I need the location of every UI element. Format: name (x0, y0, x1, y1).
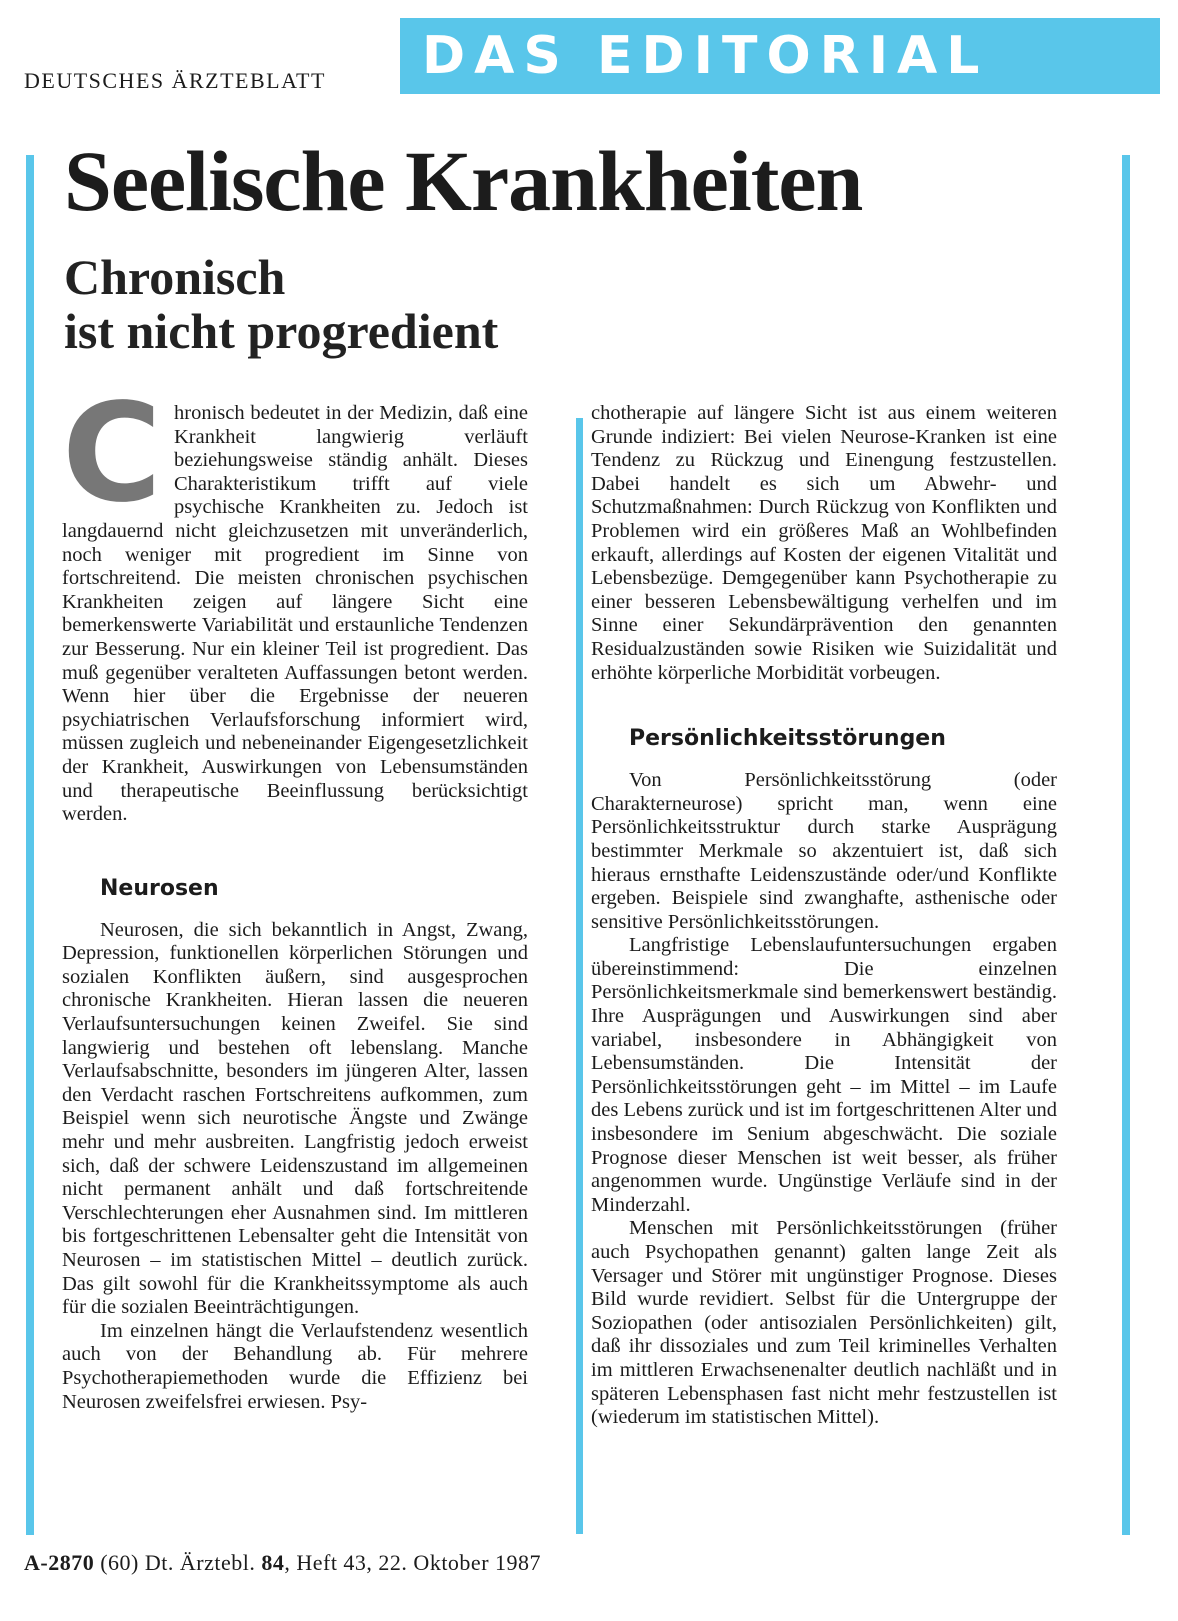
page-footer (24, 1550, 541, 1576)
journal-abbrev: Dt. Ärztebl. (144, 1550, 256, 1575)
subtitle-line-2: ist nicht progredient (64, 303, 499, 359)
drop-cap: C (62, 375, 162, 533)
intro-paragraph (62, 375, 528, 827)
heading-neurosen: Neurosen (100, 875, 219, 901)
persoenlichkeit-paragraph-3: Menschen mit Persönlichkeitsstörungen (früher auch Psychopathen genannt) galten lange Zeit als Versager und Störer mit ungünstiger Prognose. Dieses Bild wurde revidiert. Selbst für die Untergruppe der Soziopathen (oder antisozialen Persönlichkeiten) gilt, daß ihr dissoziales und zum Teil kriminelles Verhalten im mittleren Erwachsenenalter deutlich nachläßt und in späteren Lebensphasen fast nicht mehr festzustellen ist (wiederum im statistischen Mittel). (591, 1217, 1057, 1429)
persoenlichkeit-paragraph-1: Von Persönlichkeitsstörung (oder Charakterneurose) spricht man, wenn eine Persönlichkeitsstruktur durch starke Ausprägung bestimmter Merkmale so akzentuiert ist, daß sich hieraus ernsthafte Leidenszustände oder/und Konflikte ergeben. Beispiele sind zwanghafte, asthenische oder sensitive Persönlichkeitsstörungen. (591, 769, 1057, 933)
intro-text: hronisch bedeutet in der Medizin, daß eine Krankheit langwierig verläuft beziehungsweise ständig anhält. Dieses Charakteristikum trifft auf viele psychische Krankheiten zu. Jedoch ist langdauernd nicht gleichzusetzen mit unveränderlich, noch weniger mit progredient im Sinne von fortschreitend. Die meisten chronischen psychischen Krankheiten zeigen auf längere Sicht eine bemerkenswerte Variabilität und erstaunliche Tendenzen zur Besserung. Nur ein kleiner Teil ist progredient. Das muß gegenüber veralteten Auffassungen betont werden. Wenn hier über die Ergebnisse der neueren psychiatrischen Verlaufsforschung informiert wird, müssen zugleich und nebeneinander Eigengesetzlichkeit der Krankheit, Auswirkungen von Lebensumständen und therapeutische Beeinflussung berücksichtigt werden. (62, 402, 528, 826)
heading-persoenlichkeitsstoerungen: Persönlichkeitsstörungen (629, 726, 946, 752)
section-label: DAS EDITORIAL (422, 26, 989, 86)
article-subtitle (64, 250, 498, 358)
left-accent-rule (26, 155, 34, 1535)
column-divider-rule (576, 418, 583, 1534)
page-code: A-2870 (24, 1550, 95, 1575)
neurosen-paragraph-2 (62, 1320, 528, 1414)
persoenlichkeit-paragraph-2: Langfristige Lebenslaufuntersuchungen ergaben übereinstimmend: Die einzelnen Persönlichkeitsmerkmale sind bemerkenswert beständig. Ihre Ausprägungen und Auswirkungen sind aber variabel, insbesondere in Abhängigkeit von Lebensumständen. Die Intensität der Persönlichkeitsstörungen geht – im Mittel – im Laufe des Lebens zurück und ist im fortgeschrittenen Alter und insbesondere im Senium abgeschwächt. Die soziale Prognose dieser Menschen ist weit besser, als früher angenommen wurde. Ungünstige Verläufe sind in der Minderzahl. (591, 934, 1057, 1216)
issue-date: , Heft 43, 22. Oktober 1987 (284, 1550, 542, 1575)
journal-volume: 84 (261, 1550, 285, 1575)
right-accent-rule (1122, 155, 1130, 1535)
article-column-right (591, 402, 1057, 1430)
subtitle-line-1: Chronisch (64, 249, 286, 305)
neurosen-paragraph-1: Neurosen, die sich bekanntlich in Angst, Zwang, Depression, funktionellen körperlichen Störungen und sozialen Konflikten äußern, sind ausgesprochen chronische Krankheiten. Hieran lassen die neueren Verlaufsuntersuchungen keinen Zweifel. Sie sind langwierig und bestehen oft lebenslang. Manche Verlaufsabschnitte, besonders im jüngeren Alter, lassen den Verdacht raschen Fortschreitens aufkommen, zum Beispiel wenn sich neurotische Ängste und Zwänge mehr und mehr ausbreiten. Langfristig jedoch erweist sich, daß der schwere Leidenszustand im allgemeinen nicht permanent anhält und daß fortschreitende Verschlechterungen eher Ausnahmen sind. Im mittleren bis fortgeschrittenen Lebensalter geht die Intensität von Neurosen – im statistischen Mittel – deutlich zurück. Das gilt sowohl für die Krankheitssymptome als auch für die sozialen Beeinträchtigungen. (62, 918, 528, 1319)
neurosen-paragraph-2-part-1: Im einzelnen hängt die Verlaufstendenz wesentlich auch von der Behandlung ab. Für mehrere Psychotherapiemethoden wurde die Effizienz bei Neurosen zweifelsfrei erwiesen. Psy- (62, 1319, 528, 1413)
neurosen-paragraph-2-continued: chotherapie auf längere Sicht ist aus einem weiteren Grunde indiziert: Bei vielen Neurose-Kranken ist eine Tendenz zu Rückzug und Einengung festzustellen. Dabei handelt es sich um Abwehr- und Schutzmaßnahmen: Durch Rückzug von Konflikten und Problemen wird ein größeres Maß an Wohlbefinden erkauft, allerdings auf Kosten der eigenen Vitalität und Lebensbezüge. Demgegenüber kann Psychotherapie zu einer besseren Lebensbewältigung verhelfen und im Sinne einer Sekundärprävention den genannten Residualzuständen sowie Risiken wie Suizidalität und erhöhte körperliche Morbidität vorbeugen. (591, 402, 1057, 684)
publication-name: DEUTSCHES ÄRZTEBLATT (24, 68, 326, 93)
article-column-left (62, 375, 528, 1414)
page-number: (60) (100, 1550, 139, 1575)
article-title: Seelische Krankheiten (64, 133, 863, 229)
